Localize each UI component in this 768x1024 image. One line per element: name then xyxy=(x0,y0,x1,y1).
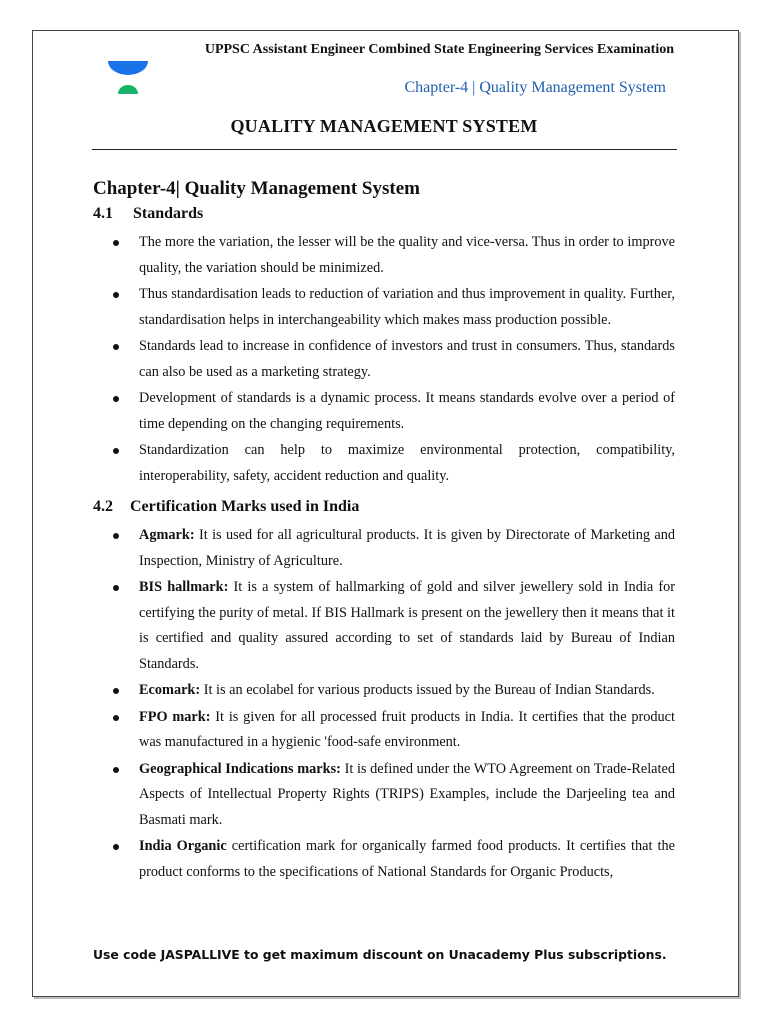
bullet-icon xyxy=(113,344,119,350)
item-text: Standardization can help to maximize environmental protection, compatibility, interoperability, safety, accident reduction and quality. xyxy=(139,442,675,484)
chapter-label: Chapter-4 | Quality Management System xyxy=(404,79,666,96)
item-term: Geographical Indications marks: xyxy=(139,760,341,777)
section-heading xyxy=(93,498,675,516)
item-text: It is given for all processed fruit products in India. It certifies that the product was manufactured in a hygienic 'food-safe environment. xyxy=(139,708,675,750)
bullet-icon xyxy=(113,844,119,850)
unacademy-logo xyxy=(106,60,150,96)
item-term: India Organic xyxy=(139,838,227,854)
item-text: It is an ecolabel for various products issued by the Bureau of Indian Standards. xyxy=(200,682,655,698)
bullet-icon xyxy=(113,767,119,773)
list-item xyxy=(93,834,675,885)
section-number: 4.1 xyxy=(93,205,113,222)
item-term: BIS hallmark: xyxy=(139,579,229,595)
item-text: It is a system of hallmarking of gold and silver jewellery sold in India for certifying the purity of metal. If BIS Hallmark is present on the jewellery then it means that it is certified and quality assured according to set of standards laid by Bureau of Indian Standards. xyxy=(139,579,675,672)
bullet-icon xyxy=(113,240,119,246)
list-item xyxy=(93,523,675,574)
item-text: It is used for all agricultural products. It is given by Directorate of Marketing and Inspection, Ministry of Agriculture. xyxy=(139,527,675,569)
section-title: Certification Marks used in India xyxy=(130,498,360,515)
bullet-icon xyxy=(113,292,119,298)
list-item xyxy=(93,575,675,677)
list-item xyxy=(93,757,675,834)
item-text: Thus standardisation leads to reduction of variation and thus improvement in quality. Further, standardisation helps in interchangeability which makes mass production possible. xyxy=(139,286,675,328)
list-item xyxy=(93,386,675,437)
item-term: Agmark: xyxy=(139,527,195,543)
list-item xyxy=(93,282,675,333)
page-title: QUALITY MANAGEMENT SYSTEM xyxy=(230,116,538,136)
item-term: FPO mark: xyxy=(139,708,211,725)
chapter-heading: Chapter-4| Quality Management System xyxy=(93,178,420,199)
bullet-list xyxy=(93,230,675,489)
item-text: Standards lead to increase in confidence of investors and trust in consumers. Thus, standards can also be used as a marketing strategy. xyxy=(139,338,675,380)
section-heading xyxy=(93,205,675,223)
list-item xyxy=(93,705,675,756)
title-divider xyxy=(92,149,677,150)
list-item xyxy=(93,230,675,281)
item-text: certification mark for organically farmed food products. It certifies that the product conforms to the specifications of National Standards for Organic Products, xyxy=(139,838,675,880)
section-number: 4.2 xyxy=(93,498,113,515)
bullet-icon xyxy=(113,533,119,539)
section-title: Standards xyxy=(133,205,204,222)
item-text: It is defined under the WTO Agreement on Trade-Related Aspects of Intellectual Property Rights (TRIPS) Examples, include the Darjeeling tea and Basmati mark. xyxy=(139,760,675,828)
item-term: Ecomark: xyxy=(139,682,201,698)
bullet-icon xyxy=(113,715,119,721)
bullet-icon xyxy=(113,688,119,694)
exam-title: UPPSC Assistant Engineer Combined State Engineering Services Examination xyxy=(204,42,674,57)
promo-footer: Use code JASPALLIVE to get maximum discount on Unacademy Plus subscriptions. xyxy=(93,947,667,962)
bullet-list xyxy=(93,523,675,885)
bullet-icon xyxy=(113,396,119,402)
bullet-icon xyxy=(113,585,119,591)
list-item xyxy=(93,678,675,704)
list-item xyxy=(93,438,675,489)
item-text: The more the variation, the lesser will be the quality and vice-versa. Thus in order to improve quality, the variation should be minimized. xyxy=(139,234,675,276)
item-text: Development of standards is a dynamic process. It means standards evolve over a period of time depending on the changing requirements. xyxy=(139,390,675,432)
bullet-icon xyxy=(113,448,119,454)
list-item xyxy=(93,334,675,385)
document-content xyxy=(93,178,675,894)
